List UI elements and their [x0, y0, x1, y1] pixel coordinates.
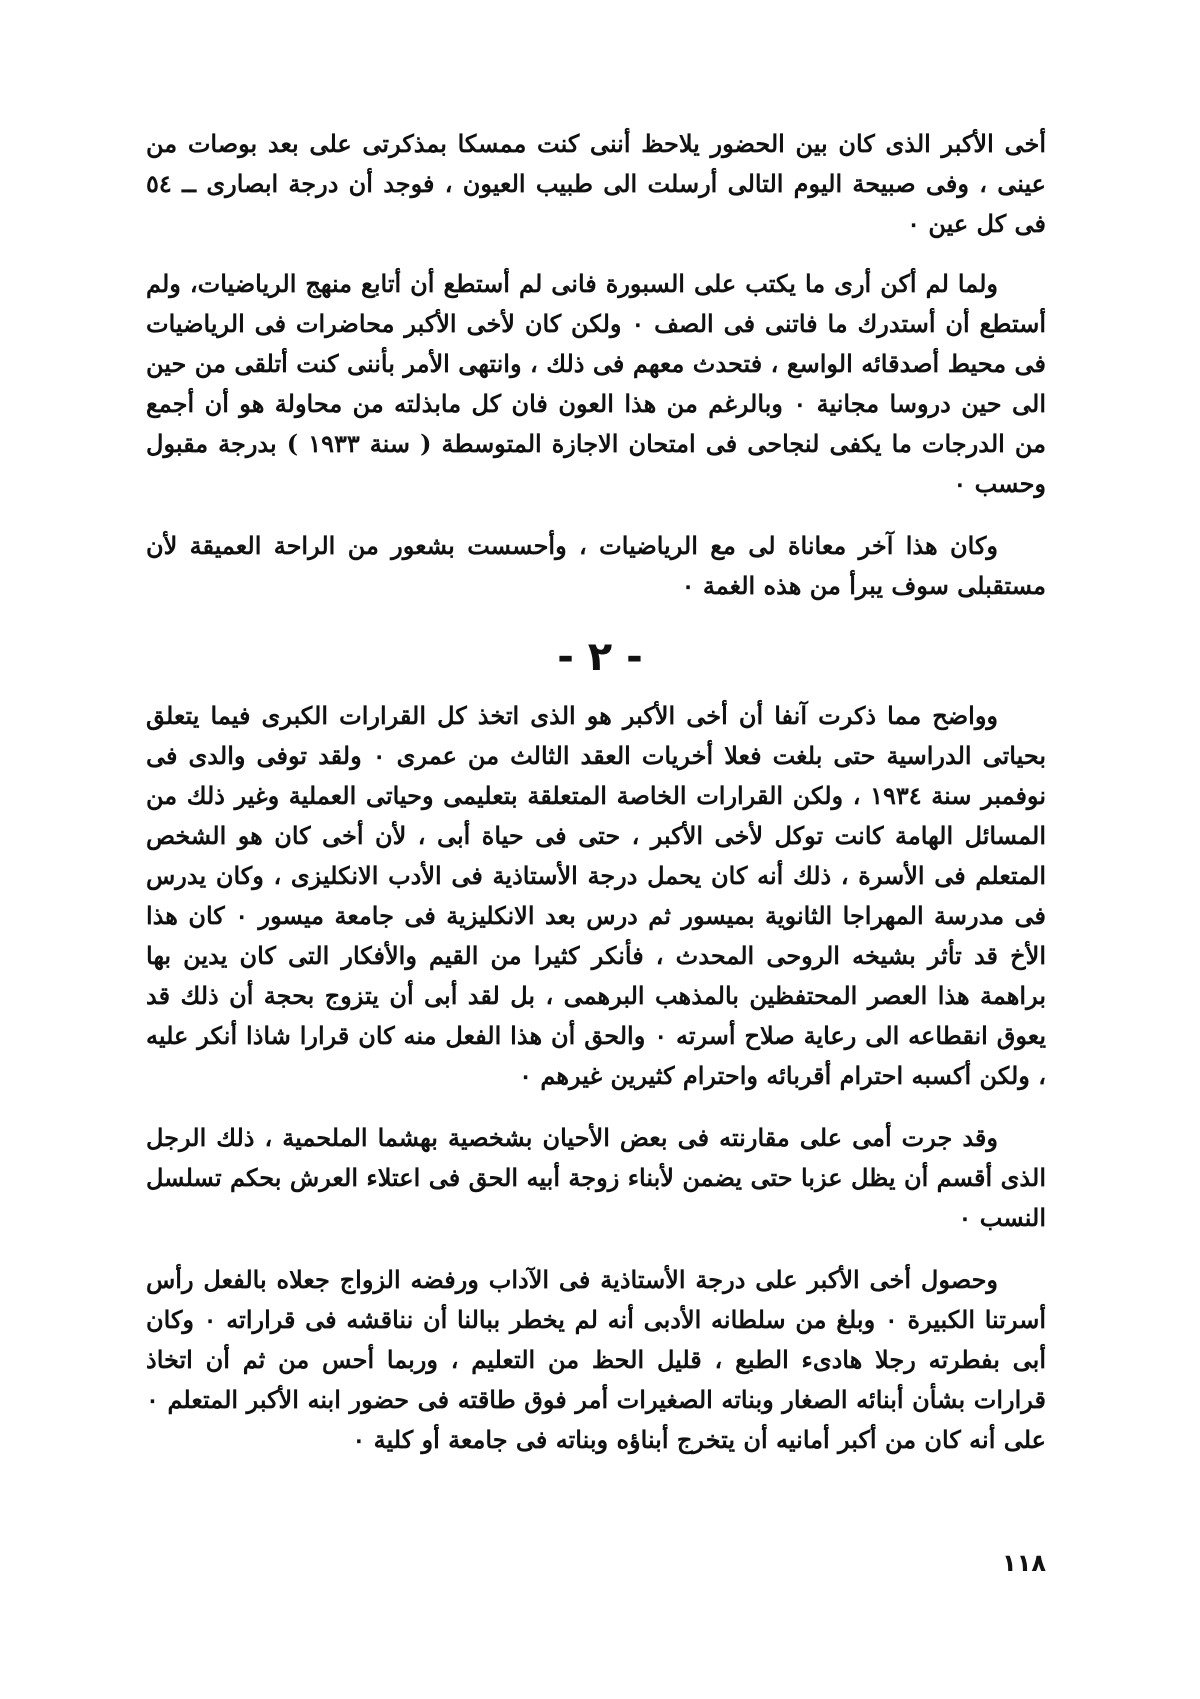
page-number: ١١٨ [1002, 1549, 1046, 1577]
paragraph: وحصول أخى الأكبر على درجة الأستاذية فى الآداب ورفضه الزواج جعلاه بالفعل رأس أسرتنا الكبيرة ٠ وبلغ من سلطانه الأدبى أنه لم يخطر ببالنا أن نناقشه فى قراراته ٠ وكان أبى بفطرته رجلا هادىء الطبع ، قليل الحظ من التعليم ، وربما أحس من ثم أن اتخاذ قرارات بشأن أبنائه الصغار وبناته الصغيرات أمر فوق طاقته فى حضور ابنه الأكبر المتعلم ٠ على أنه كان من أكبر أمانيه أن يتخرج أبناؤه وبناته فى جامعة أو كلية ٠ [146, 1265, 1046, 1454]
paragraph: أخى الأكبر الذى كان بين الحضور يلاحظ أننى كنت ممسكا بمذكرتى على بعد بوصات من عينى ، وفى صبيحة اليوم التالى أرسلت الى طبيب العيون ، فوجد أن درجة ابصارى ــ ٥٤ فى كل عين ٠ [146, 129, 1046, 238]
paragraph: ولما لم أكن أرى ما يكتب على السبورة فانى لم أستطع أن أتابع منهج الرياضيات، ولم أستطع أن أستدرك ما فاتنى فى الصف ٠ ولكن كان لأخى الأكبر محاضرات فى الرياضيات فى محيط أصدقائه الواسع ، فتحدث معهم فى ذلك ، وانتهى الأمر بأننى كنت أتلقى من حين الى حين دروسا مجانية ٠ وبالرغم من هذا العون فان كل مابذلته من محاولة هو أن أجمع من الدرجات ما يكفى لنجاحى فى امتحان الاجازة المتوسطة ( سنة ١٩٣٣ ) بدرجة مقبول وحسب ٠ [146, 269, 1046, 498]
section-2-text [146, 696, 1046, 1460]
section-number-heading: - ٢ - [557, 634, 643, 680]
paragraph: وكان هذا آخر معاناة لى مع الرياضيات ، وأحسست بشعور من الراحة العميقة لأن مستقبلى سوف يبرأ من هذه الغمة ٠ [146, 531, 1046, 600]
paragraph: وقد جرت أمى على مقارنته فى بعض الأحيان بشخصية بهشما الملحمية ، ذلك الرجل الذى أقسم أن يظل عزبا حتى يضمن لأبناء زوجة أبيه الحق فى اعتلاء العرش بحكم تسلسل النسب ٠ [146, 1123, 1046, 1232]
paragraph: وواضح مما ذكرت آنفا أن أخى الأكبر هو الذى اتخذ كل القرارات الكبرى فيما يتعلق بحياتى الدراسية حتى بلغت فعلا أخريات العقد الثالث من عمرى ٠ ولقد توفى والدى فى نوفمبر سنة ١٩٣٤ ، ولكن القرارات الخاصة المتعلقة بتعليمى وحياتى العملية وغير ذلك من المسائل الهامة كانت توكل لأخى الأكبر ، حتى فى حياة أبى ، لأن أخى كان هو الشخص المتعلم فى الأسرة ، ذلك أنه كان يحمل درجة الأستاذية فى الأدب الانكليزى ، وكان يدرس فى مدرسة المهراجا الثانوية بميسور ثم درس بعد الانكليزية فى جامعة ميسور ٠ كان هذا الأخ قد تأثر بشيخه الروحى المحدث ، فأنكر كثيرا من القيم والأفكار التى كان يدين بها براهمة هذا العصر المحتفظين بالمذهب البرهمى ، بل لقد أبى أن يتزوج بحجة أن ذلك قد يعوق انقطاعه الى رعاية صلاح أسرته ٠ والحق أن هذا الفعل منه كان قرارا شاذا أنكر عليه ، ولكن أكسبه احترام أقربائه واحترام كثيرين غيرهم ٠ [146, 701, 1047, 1090]
section-1-text [146, 124, 1046, 606]
